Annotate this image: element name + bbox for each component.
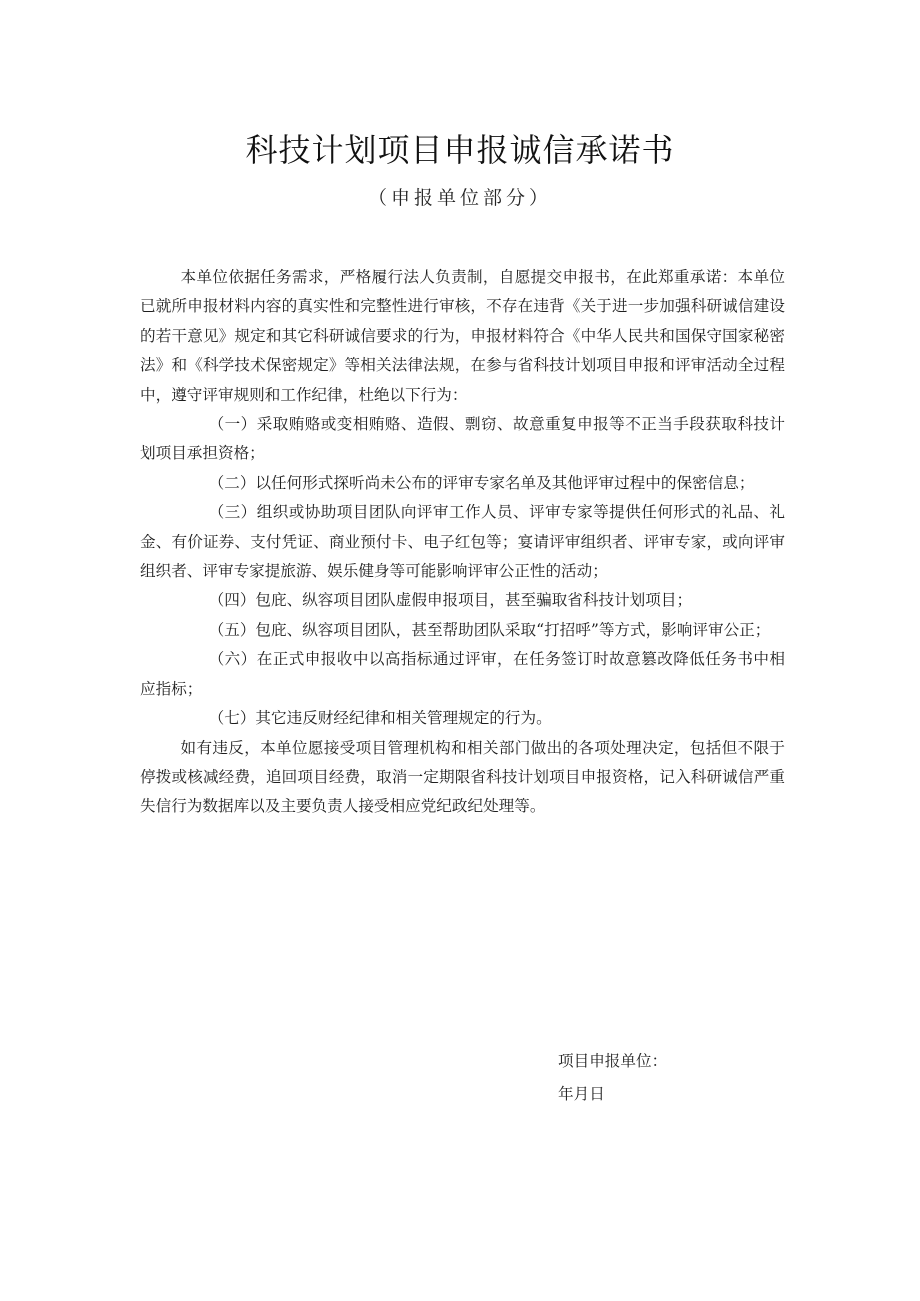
- signature-block: [558, 1045, 667, 1111]
- pledge-item-4: （四）包庇、纵容项目团队虚假申报项目，甚至骗取省科技计划项目；: [208, 591, 693, 610]
- intro-paragraph: 本单位依据任务需求，严格履行法人负责制，自愿提交申报书，在此郑重承诺：本单位已就所申报材料内容的真实性和完整性进行审核，不存在违背《关于进一步加强科研诚信建设的若干意见》规定和其它科研诚信要求的行为，申报材料符合《中华人民共和国保守国家秘密法》和《科学技术保密规定》等相关法律法规，在参与省科技计划项目申报和评审活动全过程中，遵守评审规则和工作纪律，杜绝以下行为：: [140, 268, 785, 404]
- pledge-item-2: （二）以任何形式探听尚未公布的评审专家名单及其他评审过程中的保密信息；: [208, 473, 755, 492]
- closing-paragraph: 如有违反，本单位愿接受项目管理机构和相关部门做出的各项处理决定，包括但不限于停拨或核减经费，追回项目经费，取消一定期限省科技计划项目申报资格，记入科研诚信严重失信行为数据库以及主要负责人接受相应党纪政纪处理等。: [140, 738, 785, 816]
- pledge-item-1: （一）采取贿赂或变相贿赂、造假、剽窃、故意重复申报等不正当手段获取科技计划项目承担资格；: [140, 415, 785, 463]
- document-body: [140, 263, 785, 822]
- signature-date-label: 年月日: [558, 1085, 605, 1103]
- pledge-item-7: （七）其它违反财经纪律和相关管理规定的行为。: [208, 709, 552, 728]
- pledge-item-6: （六）在正式申报收中以高指标通过评审，在任务签订时故意篡改降低任务书中相应指标；: [140, 650, 785, 698]
- pledge-item-3: （三）组织或协助项目团队向评审工作人员、评审专家等提供任何形式的礼品、礼金、有价证券、支付凭证、商业预付卡、电子红包等；宴请评审组织者、评审专家，或向评审组织者、评审专家提旅游、娱乐健身等可能影响评审公正性的活动；: [140, 503, 785, 581]
- document-subtitle: （申报单位部分）: [367, 187, 552, 209]
- pledge-item-5: （五）包庇、纵容项目团队，甚至帮助团队采取“打招呼”等方式，影响评审公正；: [208, 620, 771, 639]
- signature-unit-label: 项目申报单位：: [558, 1052, 668, 1070]
- document-title: 科技计划项目申报诚信承诺书: [245, 131, 675, 169]
